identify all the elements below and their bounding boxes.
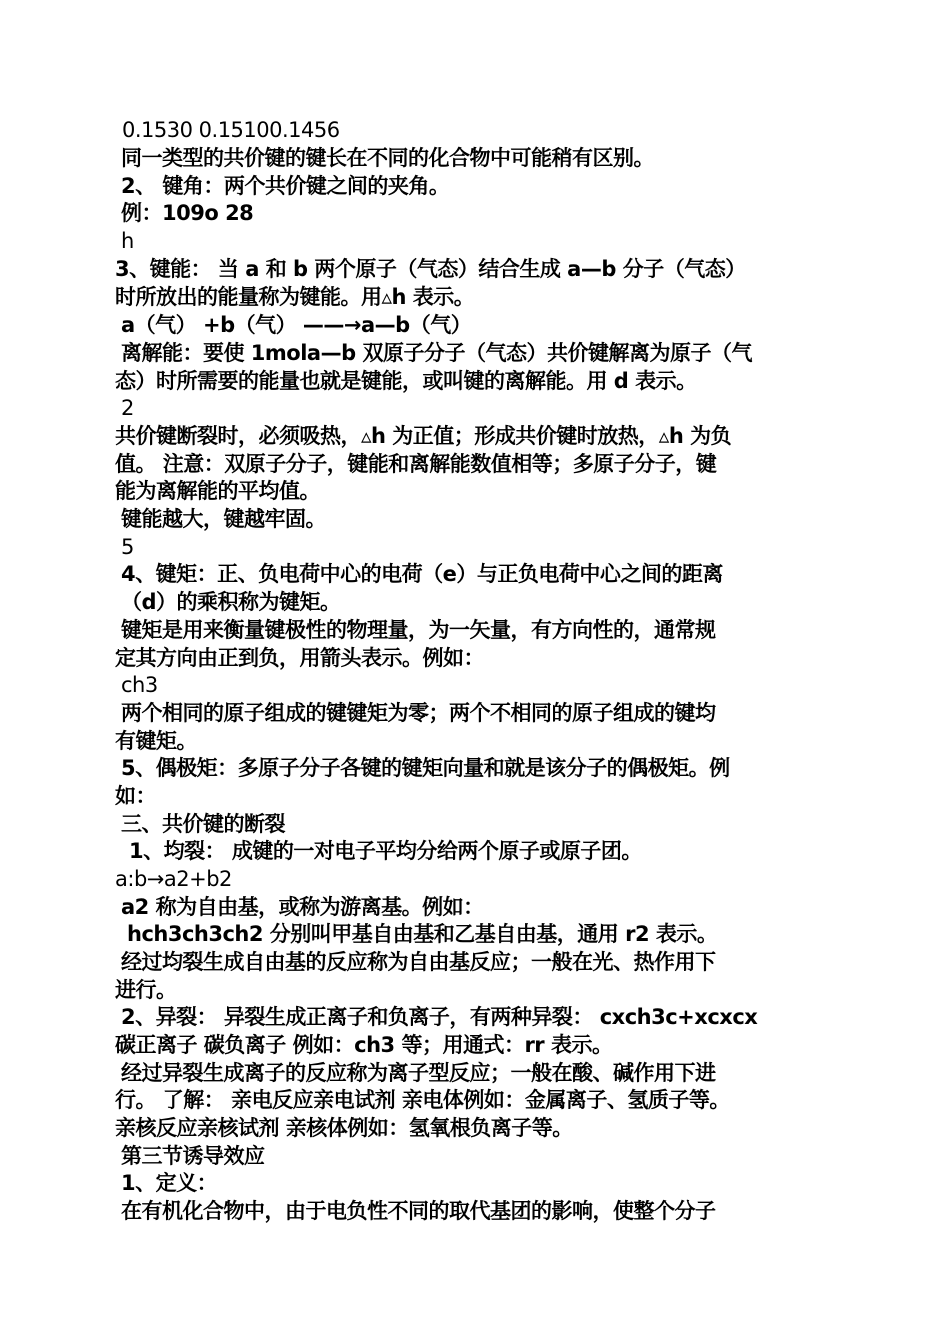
section-heading-bond-cleavage: 三、共价键的断裂 xyxy=(121,812,285,836)
text-line: 经过均裂生成自由基的反应称为自由基反应；一般在光、热作用下 xyxy=(121,950,716,974)
text-line: 如： xyxy=(115,784,156,808)
text-line: 离解能：要使 1mola—b 双原子分子（气态）共价键解离为原子（气 xyxy=(121,341,752,365)
text-line: 两个相同的原子组成的键键矩为零；两个不相同的原子组成的键均 xyxy=(121,701,716,725)
section-heading-dipole-moment: 5、偶极矩：多原子分子各键的键矩向量和就是该分子的偶极矩。例 xyxy=(121,756,730,780)
text-line: hch3ch3ch2 分别叫甲基自由基和乙基自由基，通用 r2 表示。 xyxy=(127,922,718,946)
section-heading-bond-moment: 4、键矩：正、负电荷中心的电荷（e）与正负电荷中心之间的距离 xyxy=(121,562,723,586)
text-line: 能为离解能的平均值。 xyxy=(115,479,320,503)
text-line: 例：109o 28 xyxy=(121,201,254,225)
text-line: 2 xyxy=(121,396,134,420)
subsection-heading-homolysis: 1、均裂： 成键的一对电子平均分给两个原子或原子团。 xyxy=(129,839,642,863)
text-line: 有键矩。 xyxy=(115,729,197,753)
text-line: 键能越大，键越牢固。 xyxy=(121,507,326,531)
section-heading-bond-energy: 3、键能： 当 a 和 b 两个原子（气态）结合生成 a—b 分子（气态） xyxy=(115,257,746,281)
text-line: 定其方向由正到负，用箭头表示。例如： xyxy=(115,646,484,670)
text-line: 态）时所需要的能量也就是键能，或叫键的离解能。用 d 表示。 xyxy=(115,369,697,393)
text-line: 键矩是用来衡量键极性的物理量，为一矢量，有方向性的，通常规 xyxy=(121,618,716,642)
reaction-equation: a（气） +b（气） ——→a—b（气） xyxy=(121,313,472,337)
text-line: 同一类型的共价键的键长在不同的化合物中可能稍有区别。 xyxy=(121,146,654,170)
text-line: a2 称为自由基，或称为游离基。例如： xyxy=(121,895,484,919)
text-line: ch3 xyxy=(121,673,158,697)
text-line: 进行。 xyxy=(115,978,177,1002)
text-line: 行。 了解： 亲电反应亲电试剂 亲电体例如：金属离子、氢质子等。 xyxy=(115,1088,730,1112)
text-line: 亲核反应亲核试剂 亲核体例如：氢氧根负离子等。 xyxy=(115,1116,573,1140)
text-line: 在有机化合物中，由于电负性不同的取代基团的影响，使整个分子 xyxy=(121,1199,716,1223)
text-line: 时所放出的能量称为键能。用▵h 表示。 xyxy=(115,285,475,309)
subsection-heading-definition: 1、定义： xyxy=(121,1171,218,1195)
section-heading-inductive-effect: 第三节诱导效应 xyxy=(121,1144,265,1168)
text-line: 值。 注意：双原子分子，键能和离解能数值相等；多原子分子，键 xyxy=(115,452,717,476)
text-line: 经过异裂生成离子的反应称为离子型反应；一般在酸、碱作用下进 xyxy=(121,1061,716,1085)
text-line: h xyxy=(121,229,134,253)
text-line: 共价键断裂时，必须吸热，▵h 为正值；形成共价键时放热，▵h 为负 xyxy=(115,424,732,448)
text-line: 碳正离子 碳负离子 例如：ch3 等；用通式：rr 表示。 xyxy=(115,1033,613,1057)
bond-length-values: 0.1530 0.15100.1456 xyxy=(122,118,340,142)
text-line: 5 xyxy=(121,535,134,559)
text-line: （d）的乘积称为键矩。 xyxy=(121,590,341,614)
section-heading-bond-angle: 2、 键角：两个共价键之间的夹角。 xyxy=(121,174,450,198)
reaction-equation: a:b→a2+b2 xyxy=(115,867,232,891)
subsection-heading-heterolysis: 2、异裂： 异裂生成正离子和负离子，有两种异裂： cxch3c+xcxcx xyxy=(121,1005,758,1029)
